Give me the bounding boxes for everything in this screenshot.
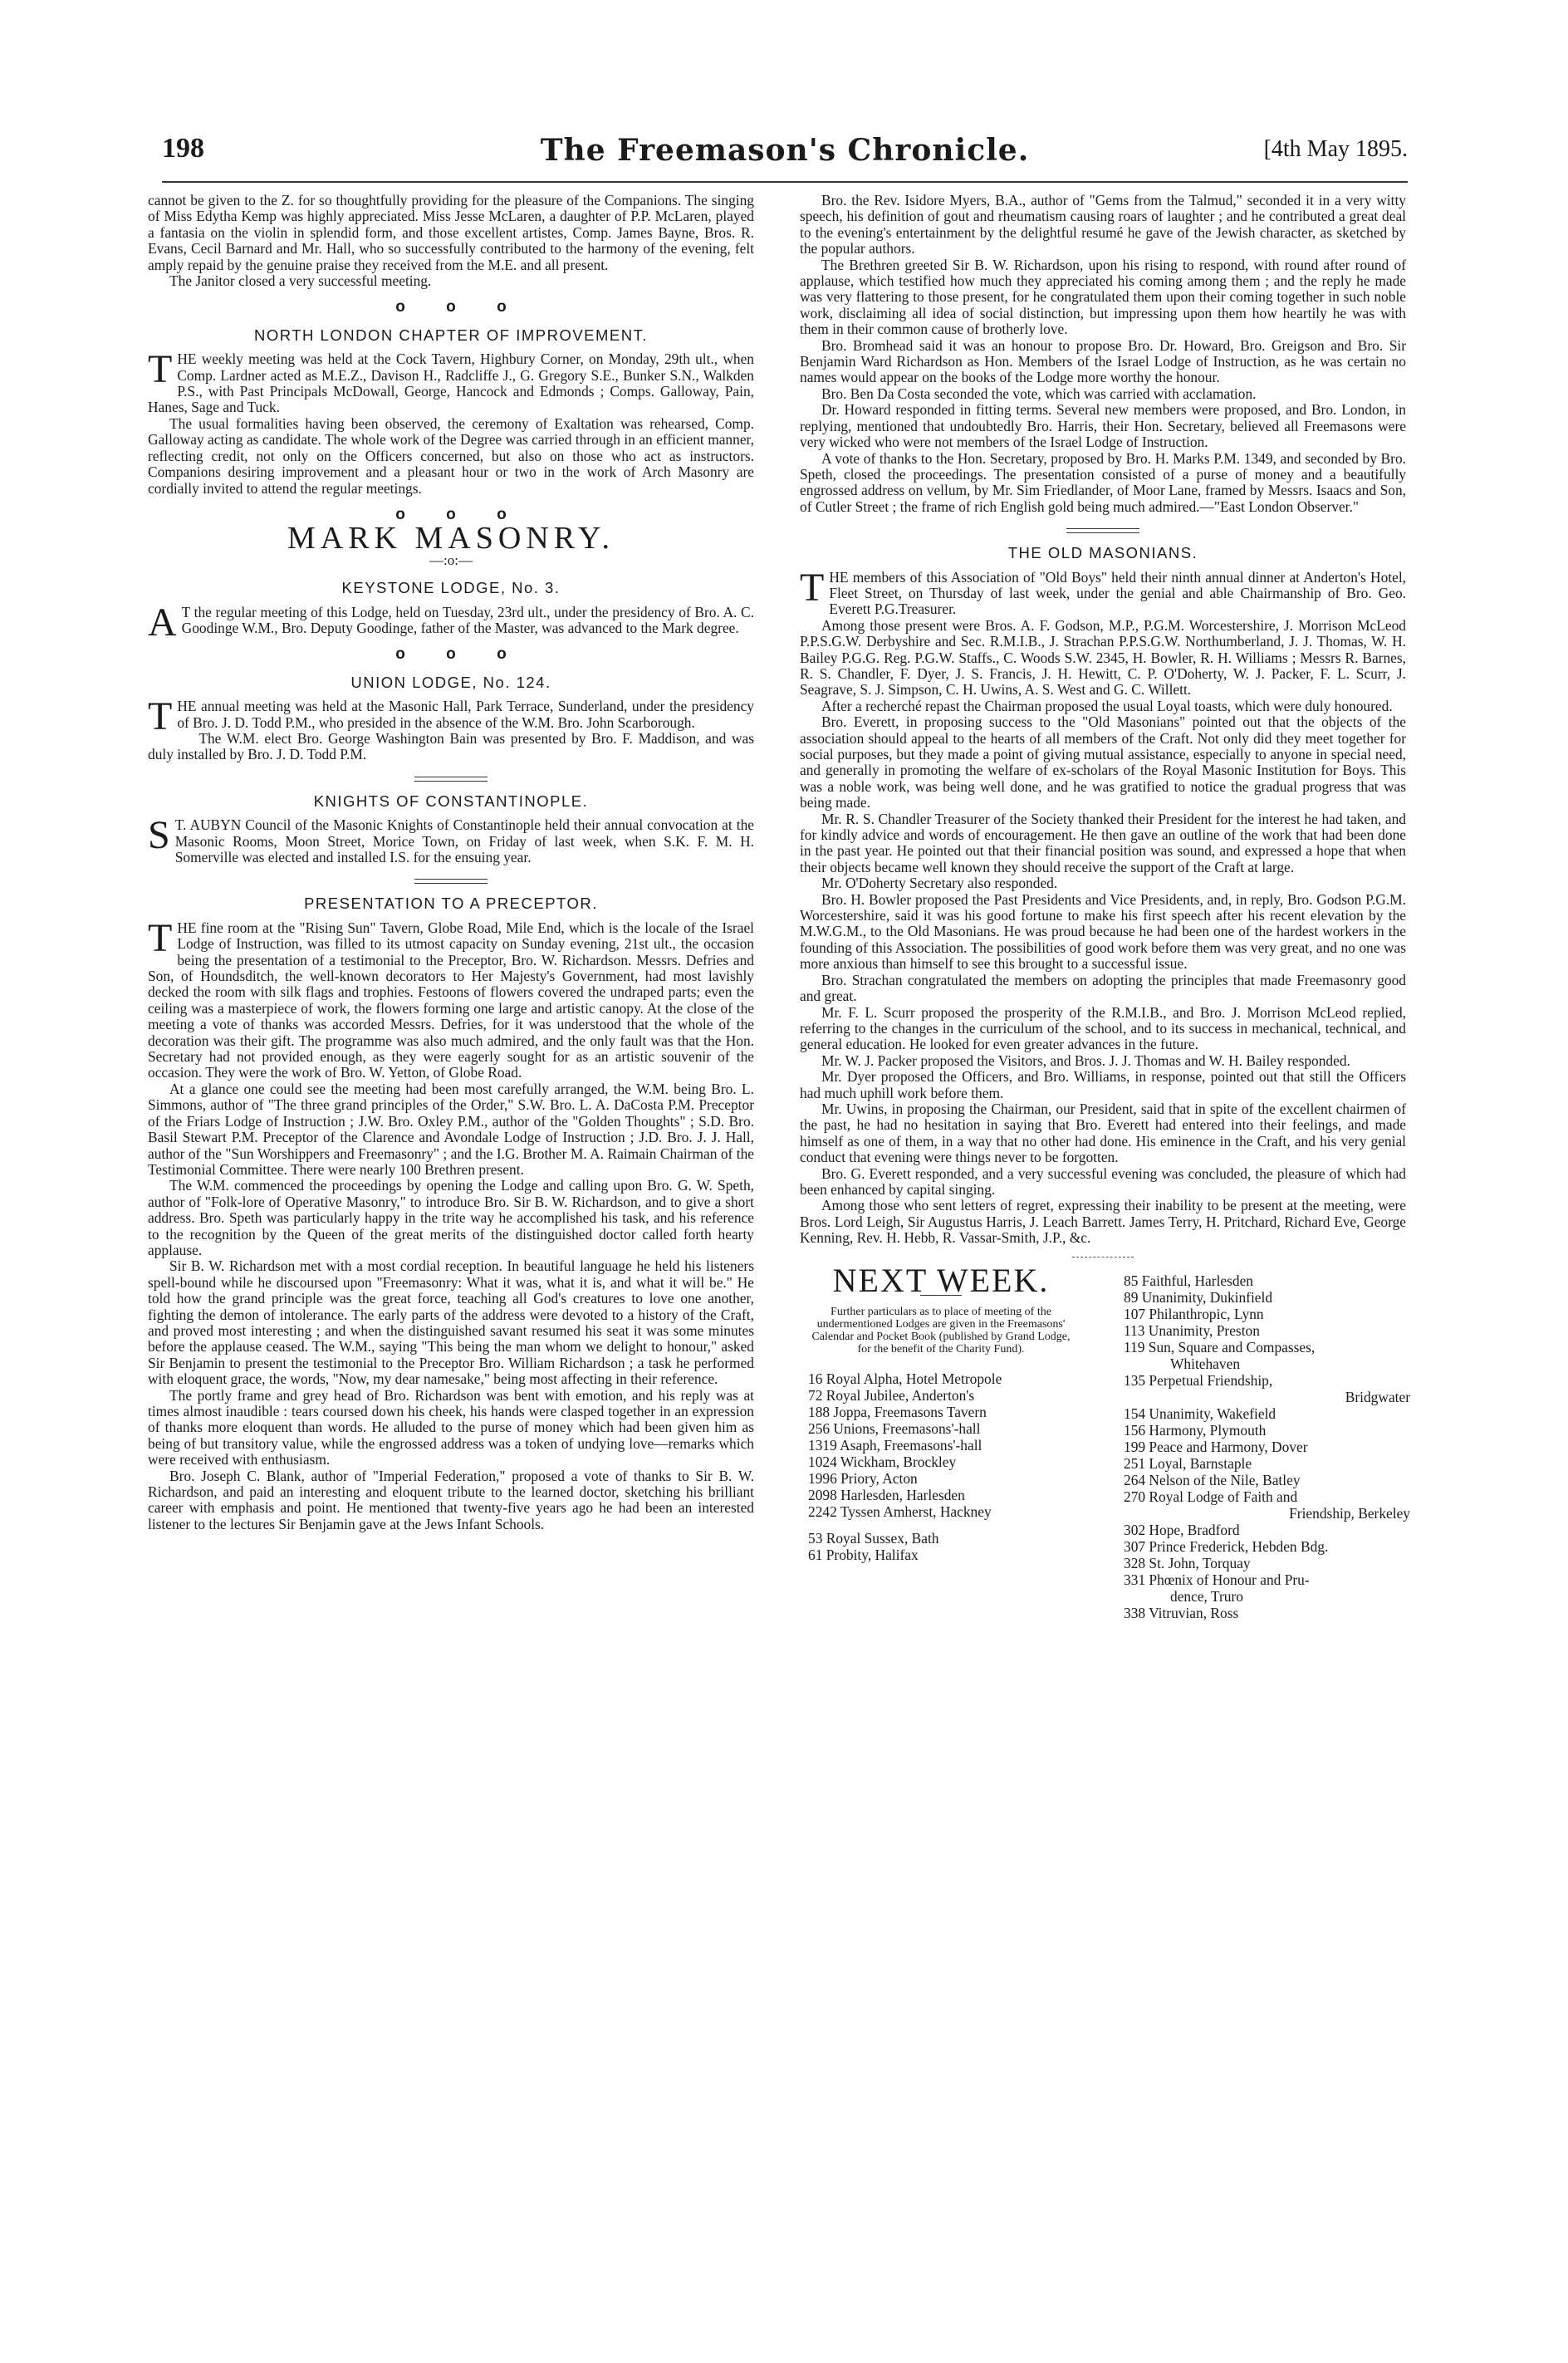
section-separator: o o o bbox=[395, 505, 507, 523]
list-item: 256 Unions, Freemasons'-hall bbox=[808, 1420, 981, 1437]
article-paragraph: Sir B. W. Richardson met with a most cordial reception. In beautiful language he held his listeners spell-bound while he discoursed upon "Freemasonry: What it was, what it is, and what it will be." He told how the grand principle was the great force, teaching all God's creatures to love one another, fighting the demon of intolerance. The early parts of the address were devoted to a history of the Craft, and proved most interesting ; and when the distinguished savant resumed his seat it was some minutes before the applause ceased. The W.M., saying "This being the man whom we delight to honour," asked Sir Benjamin to present the testimonial to the Preceptor Bro. William Richardson ; a task he performed with eloquent grace, the words, "Now, my dear namesake," being most affecting in their reference. bbox=[148, 1257, 754, 1388]
list-item: Whitehaven bbox=[1170, 1355, 1241, 1372]
list-item: 16 Royal Alpha, Hotel Metropole bbox=[808, 1370, 1002, 1387]
next-week-left bbox=[800, 1261, 1082, 1563]
article-paragraph: Bro. Everett, in proposing success to the "Old Masonians" pointed out that the objects of the association should appeal to the hearts of all members of the Craft. Not only did they meet together for social purposes, but they made a point of giving mutual assistance, especially to anyone in special need, and generally in promoting the welfare of ex-scholars of the Royal Masonic Institution for Boys. This was a noble work, was being well done, and he was gratified to notice the gradual progress that was being made. bbox=[800, 713, 1406, 811]
list-item: 156 Harmony, Plymouth bbox=[1124, 1421, 1267, 1439]
list-item: 135 Perpetual Friendship, bbox=[1124, 1371, 1273, 1389]
article-paragraph: THE weekly meeting was held at the Cock Tavern, Highbury Corner, on Monday, 29th ult., when Comp. Lardner acted as M.E.Z., Davison H., Radcliffe J., G. Gregory S.E., Bunker S.N., Walkden P.S., with Past Principals McDowall, George, Hancock and Edmonds ; Comps. Galloway, Pain, Hanes, Sage and Tuck. bbox=[148, 347, 754, 416]
article-paragraph: S T. AUBYN Council of the Masonic Knights of Constantinople held their annual convocation at the Masonic Rooms, Moon Street, Morice Town, on Friday of last week, when S.K. F. M. H. Somerville was elected and installed I.S. for the ensuing year. bbox=[148, 813, 754, 865]
right-column bbox=[800, 192, 1410, 1621]
section-title-old-masonians: THE OLD MASONIANS. bbox=[1007, 544, 1198, 562]
section-title-keystone: KEYSTONE LODGE, No. 3. bbox=[341, 579, 561, 597]
page-number: 198 bbox=[162, 133, 204, 164]
article-paragraph: THE fine room at the "Rising Sun" Tavern, Globe Road, Mile End, which is the locale of the Israel Lodge of Instruction, was filled to its utmost capacity on Sunday evening, 21st ult., the occasion being the presentation of a testimonial to the Preceptor, Bro. W. Richardson. Messrs. Defries and Son, of Houndsditch, the well-known decorators to Her Majesty's Government, had most lavishly decked the room with silk flags and trophies. Festoons of flowers covered the undraped parts; even the ceiling was a masterpiece of work, the flowers forming one large and artistic canopy. At the close of the meeting a vote of thanks was accorded Messrs. Defries, for it was understood that the whole of the decoration was their gift. The programme was also much admired, and the only fault was that the Hon. Secretary had not provided enough, as they were eagerly sought for as an artistic souvenir of the occasion. They were the work of Bro. W. Yetton, of Globe Road. bbox=[148, 915, 754, 1081]
list-item: 119 Sun, Square and Compasses, bbox=[1124, 1338, 1316, 1356]
section-separator: o o o bbox=[395, 645, 507, 664]
article-paragraph: THE annual meeting was held at the Masonic Hall, Park Terrace, Sunderland, under the presidency of Bro. J. D. Todd P.M., who presided in the absence of the W.M. Bro. John Scarborough. bbox=[148, 694, 754, 739]
article-paragraph: Among those present were Bros. A. F. Godson, M.P., P.G.M. Worcestershire, J. Morrison McLeod P.P.S.G.W. Derbyshire and Sec. R.M.I.B., J. Strachan P.P.S.G.W. Northumberland, J. J. Thomas, W. H. Bailey P.G.G. Reg. P.G.W. Staffs., C. Woods S.W. 2345, H. Bowler, R. H. Williams ; Messrs R. Barnes, R. S. Chandler, F. Dyer, J. S. Francis, J. H. Hewitt, C. P. O'Doherty, W. J. Packer, F. L. Scurr, J. Seagrave, S. J. Simpson, C. H. Uwins, A. S. West and G. C. Willett. bbox=[800, 616, 1406, 699]
list-item: dence, Truro bbox=[1170, 1587, 1243, 1605]
list-item: 154 Unanimity, Wakefield bbox=[1124, 1405, 1276, 1422]
masthead-title: The Freemason's Chronicle. bbox=[540, 133, 1030, 168]
article-paragraph: Mr. Uwins, in proposing the Chairman, our President, said that in spite of the excellent chairmen of the past, he had no hesitation in saying that Bro. Everett had entered into their feelings, and made himself as one of them, in a way that no other had done. His eminence in the Craft, and his very genial conduct that evening were things never to be forgotten. bbox=[800, 1100, 1406, 1166]
article-paragraph: THE members of this Association of "Old Boys" held their ninth annual dinner at Anderton's Hotel, Fleet Street, on Thursday of last week, under the genial and able Chairmanship of Bro. Geo. Everett P.G.Treasurer. bbox=[800, 565, 1406, 618]
article-paragraph: At a glance one could see the meeting had been most carefully arranged, the W.M. being Bro. L. Simmons, author of "The three grand principles of the Order," S.W. Bro. L. A. DaCosta P.M. Preceptor of the Friars Lodge of Instruction ; J.W. Bro. Oxley P.M., author of the "Golden Thoughts" ; S.D. Bro. Basil Stewart P.M. Preceptor of the Clarence and Avondale Lodge of Instruction ; J.D. Bro. J. J. Hall, author of the "Sun Worshippers and Freemasonry" ; and the I.G. Brother M. A. Raimain Chairman of the Testimonial Committee. There were nearly 100 Brethren present. bbox=[148, 1080, 754, 1178]
list-item: 251 Loyal, Barnstaple bbox=[1124, 1454, 1252, 1472]
article-paragraph: Mr. O'Doherty Secretary also responded. bbox=[821, 875, 1058, 892]
article-paragraph: Bro. Strachan congratulated the members on adopting the principles that made Freemasonry good and great. bbox=[800, 971, 1406, 1005]
list-item: 1319 Asaph, Freemasons'-hall bbox=[808, 1437, 982, 1454]
article-paragraph: Bro. Ben Da Costa seconded the vote, which was carried with acclamation. bbox=[821, 385, 1257, 402]
list-item: 107 Philanthropic, Lynn bbox=[1124, 1305, 1264, 1322]
section-title-presentation: PRESENTATION TO A PRECEPTOR. bbox=[304, 895, 598, 913]
section-title-mark-masonry: MARK MASONRY. bbox=[287, 521, 615, 556]
article-paragraph: Mr. W. J. Packer proposed the Visitors, and Bros. J. J. Thomas and W. H. Bailey responded. bbox=[821, 1052, 1350, 1069]
list-item: 53 Royal Sussex, Bath bbox=[808, 1530, 939, 1547]
list-item: 199 Peace and Harmony, Dover bbox=[1124, 1438, 1308, 1455]
list-item: 270 Royal Lodge of Faith and bbox=[1124, 1488, 1298, 1505]
list-item: 2098 Harlesden, Harlesden bbox=[808, 1487, 965, 1503]
article-paragraph: Mr. R. S. Chandler Treasurer of the Society thanked their President for the interest he had taken, and for kindly advice and words of encouragement. He then gave an outline of the work that had been done in the past year. He pointed out that their financial position was sound, and expressed a hope that when their objects became well known they should receive the support of the Craft at large. bbox=[800, 810, 1406, 875]
article-paragraph: Bro. G. Everett responded, and a very successful evening was concluded, the pleasure of which had been enhanced by capital singing. bbox=[800, 1164, 1406, 1198]
article-paragraph: A T the regular meeting of this Lodge, held on Tuesday, 23rd ult., under the presidency of Bro. A. C. Goodinge W.M., Bro. Deputy Goodinge, father of the Master, was advanced to the Mark degree. bbox=[148, 600, 754, 645]
section-rule bbox=[414, 879, 488, 884]
article-paragraph: Bro. H. Bowler proposed the Past Presidents and Vice Presidents, and, in reply, Bro. Godson P.G.M. Worcestershire, said it was his good fortune to make his first speech after his recent elevation by the M.W.G.M., to the Old Masonians. He was proud because he had been one of the hardest workers in the founding of this Association. The possibilities of good work before them was very great, and no one was more anxious than himself to see this brought to a successful issue. bbox=[800, 890, 1406, 973]
next-week-title: NEXT WEEK. bbox=[832, 1261, 1050, 1299]
drop-cap: T bbox=[148, 915, 173, 960]
article-paragraph: Bro. the Rev. Isidore Myers, B.A., author of "Gems from the Talmud," seconded it in a very witty speech, his definition of gout and rheumatism causing roars of laughter ; and he contributed a great deal to the evening's entertainment by the delightful resumé he gave of the Jewish character, as sketched by the popular authors. bbox=[800, 192, 1406, 257]
drop-cap: A bbox=[148, 600, 177, 645]
lodge-list-left bbox=[800, 1370, 1082, 1563]
article-paragraph: A vote of thanks to the Hon. Secretary, proposed by Bro. H. Marks P.M. 1349, and seconded by Bro. Speth, closed the proceedings. The presentation consisted of a purse of money and a beautifully engrossed address on vellum, by Mr. Sim Friedlander, of Moor Lane, framed by Messrs. Isaacs and Son, of Cutler Street ; the frame of rich English gold being much admired.—"East London Observer." bbox=[800, 449, 1406, 515]
article-paragraph: Dr. Howard responded in fitting terms. Several new members were proposed, and Bro. London, in replying, mentioned that undoubtedly Bro. Harris, their Hon. Secretary, believed all Freemasons were very wicked who were not members of the Israel Lodge of Instruction. bbox=[800, 401, 1406, 451]
list-item: 331 Phœnix of Honour and Pru- bbox=[1124, 1571, 1310, 1588]
article-paragraph: The usual formalities having been observed, the ceremony of Exaltation was rehearsed, Comp. Galloway acting as candidate. The whole work of the Degree was carried through in an efficient manner, reflecting credit, not only on the Officers concerned, but also on those who act as instructors. Companions desiring improvement and a pleasant hour or two in the work of Arch Masonry are cordially invited to attend the regular meetings. bbox=[148, 414, 754, 497]
article-paragraph: Mr. F. L. Scurr proposed the prosperity of the R.M.I.B., and Bro. J. Morrison McLeod replied, referring to the changes in the curriculum of the school, and to its success in mechanical, technical, and general education. He looked for even greater advances in the future. bbox=[800, 1003, 1406, 1053]
article-paragraph: The W.M. elect Bro. George Washington Bain was presented by Bro. F. Maddison, and was duly installed by Bro. J. D. Todd P.M. bbox=[148, 729, 754, 763]
issue-date: [4th May 1895. bbox=[1263, 136, 1408, 162]
section-title-union: UNION LODGE, No. 124. bbox=[350, 673, 551, 691]
list-item: 85 Faithful, Harlesden bbox=[1124, 1272, 1253, 1289]
page-header bbox=[162, 133, 1408, 179]
article-paragraph: After a recherché repast the Chairman proposed the usual Loyal toasts, which were duly honoured. bbox=[821, 697, 1393, 714]
list-item: 1024 Wickham, Brockley bbox=[808, 1454, 957, 1470]
section-rule bbox=[414, 777, 488, 782]
list-item: 61 Probity, Halifax bbox=[808, 1547, 919, 1563]
article-paragraph: The portly frame and grey head of Bro. Richardson was bent with emotion, and his reply was at times almost inaudible : tears coursed down his cheek, his hands were clasped together in an expression of thanks more eloquent than words. He alluded to the purse of money which had been given him as being of but transitory value, while the engrossed address was a token of undying love—remarks which were received with enthusiasm. bbox=[148, 1386, 754, 1468]
article-paragraph: cannot be given to the Z. for so thoughtfully providing for the pleasure of the Companions. The singing of Miss Edytha Kemp was highly appreciated. Miss Jesse McLaren, a daughter of P.P. McLaren, played a fantasia on the violin in splendid form, and those excellent artistes, Comp. James Bayne, Bros. R. Evans, Cecil Barnard and Mr. Hall, who so successfully contributed to the harmony of the evening, felt amply repaid by the genuine praise they received from the M.E. and all present. bbox=[148, 192, 754, 273]
list-item: 188 Joppa, Freemasons Tavern bbox=[808, 1404, 987, 1420]
article-paragraph: The W.M. commenced the proceedings by opening the Lodge and calling upon Bro. G. W. Speth, author of "Folk-lore of Operative Masonry," to introduce Bro. Sir B. W. Richardson, and to give a short address. Bro. Speth was particularly happy in the trite way he accomplished his task, and his reference to the recognition by the Queen of the great merits of the distinguished doctor called forth hearty applause. bbox=[148, 1177, 754, 1258]
list-item: 113 Unanimity, Preston bbox=[1124, 1321, 1260, 1339]
list-item: 72 Royal Jubilee, Anderton's bbox=[808, 1387, 975, 1404]
list-item: 307 Prince Frederick, Hebden Bdg. bbox=[1124, 1537, 1329, 1555]
section-title-north-london: NORTH LONDON CHAPTER OF IMPROVEMENT. bbox=[253, 326, 649, 344]
list-item: 1996 Priory, Acton bbox=[808, 1470, 918, 1487]
list-item: Bridgwater bbox=[1345, 1388, 1410, 1405]
drop-cap: S bbox=[148, 813, 170, 858]
article-paragraph: Bro. Joseph C. Blank, author of "Imperial Federation," proposed a vote of thanks to Sir B. W. Richardson, and paid an interesting and eloquent tribute to the learned doctor, sketching his brilliant career with emphasis and point. He mentioned that twenty-five years ago he had been an interested listener to the lectures Sir Benjamin gave at the Jews Infant Schools. bbox=[148, 1467, 754, 1532]
article-paragraph: The Brethren greeted Sir B. W. Richardson, upon his rising to respond, with round after round of applause, which testified how much they appreciated his coming among them ; and the reply he made was very flattering to those present, for he congratulated them upon their coming together in such noble work, disclaiming all idea of social distinction, but impressing upon them how heartily he was with them in their common cause of brotherly love. bbox=[800, 256, 1406, 338]
article-paragraph: Mr. Dyer proposed the Officers, and Bro. Williams, in response, pointed out that still the Officers had much uphill work before them. bbox=[800, 1068, 1406, 1101]
list-item: Friendship, Berkeley bbox=[1289, 1504, 1410, 1522]
section-title-knights: KNIGHTS OF CONSTANTINOPLE. bbox=[313, 792, 589, 810]
section-separator: o o o bbox=[395, 298, 507, 316]
next-week-note: Further particulars as to place of meeting of the undermentioned Lodges are given in the Freemasons' Calendar and Pocket Book (published by Grand Lodge, for the benefit of the Charity Fund). bbox=[811, 1306, 1071, 1356]
header-rule bbox=[162, 181, 1408, 183]
article-paragraph: The Janitor closed a very successful meeting. bbox=[169, 272, 432, 290]
list-item: 89 Unanimity, Dukinfield bbox=[1124, 1288, 1273, 1306]
article-paragraph: Among those who sent letters of regret, expressing their inability to be present at the meeting, were Bros. Lord Leigh, Sir Augustus Harris, J. Leach Barrett. James Terry, H. Pritchard, Richard Eve, George Kenning, Rev. H. Hebb, R. Vassar-Smith, J.P., &c. bbox=[800, 1197, 1406, 1247]
left-column bbox=[148, 193, 754, 1532]
list-item: 302 Hope, Bradford bbox=[1124, 1521, 1240, 1538]
section-rule bbox=[1066, 528, 1139, 533]
article-paragraph: Bro. Bromhead said it was an honour to propose Bro. Dr. Howard, Bro. Greigson and Bro. Sir Benjamin Ward Richardson as Hon. Members of the Israel Lodge of Instruction, as he was certain no names would appear on the books of the Lodge more worthy the honour. bbox=[800, 336, 1406, 386]
list-item: 328 St. John, Torquay bbox=[1124, 1554, 1251, 1571]
drop-cap: T bbox=[148, 694, 173, 739]
list-item: 264 Nelson of the Nile, Batley bbox=[1124, 1471, 1301, 1488]
list-item: 338 Vitruvian, Ross bbox=[1124, 1604, 1239, 1621]
next-week-right bbox=[1124, 1272, 1410, 1621]
lodge-list-right bbox=[1124, 1272, 1410, 1621]
drop-cap: T bbox=[800, 565, 825, 610]
list-item: 2242 Tyssen Amherst, Hackney bbox=[808, 1503, 992, 1520]
drop-cap: T bbox=[148, 347, 173, 392]
title-ornament: —:o:— bbox=[429, 552, 473, 568]
